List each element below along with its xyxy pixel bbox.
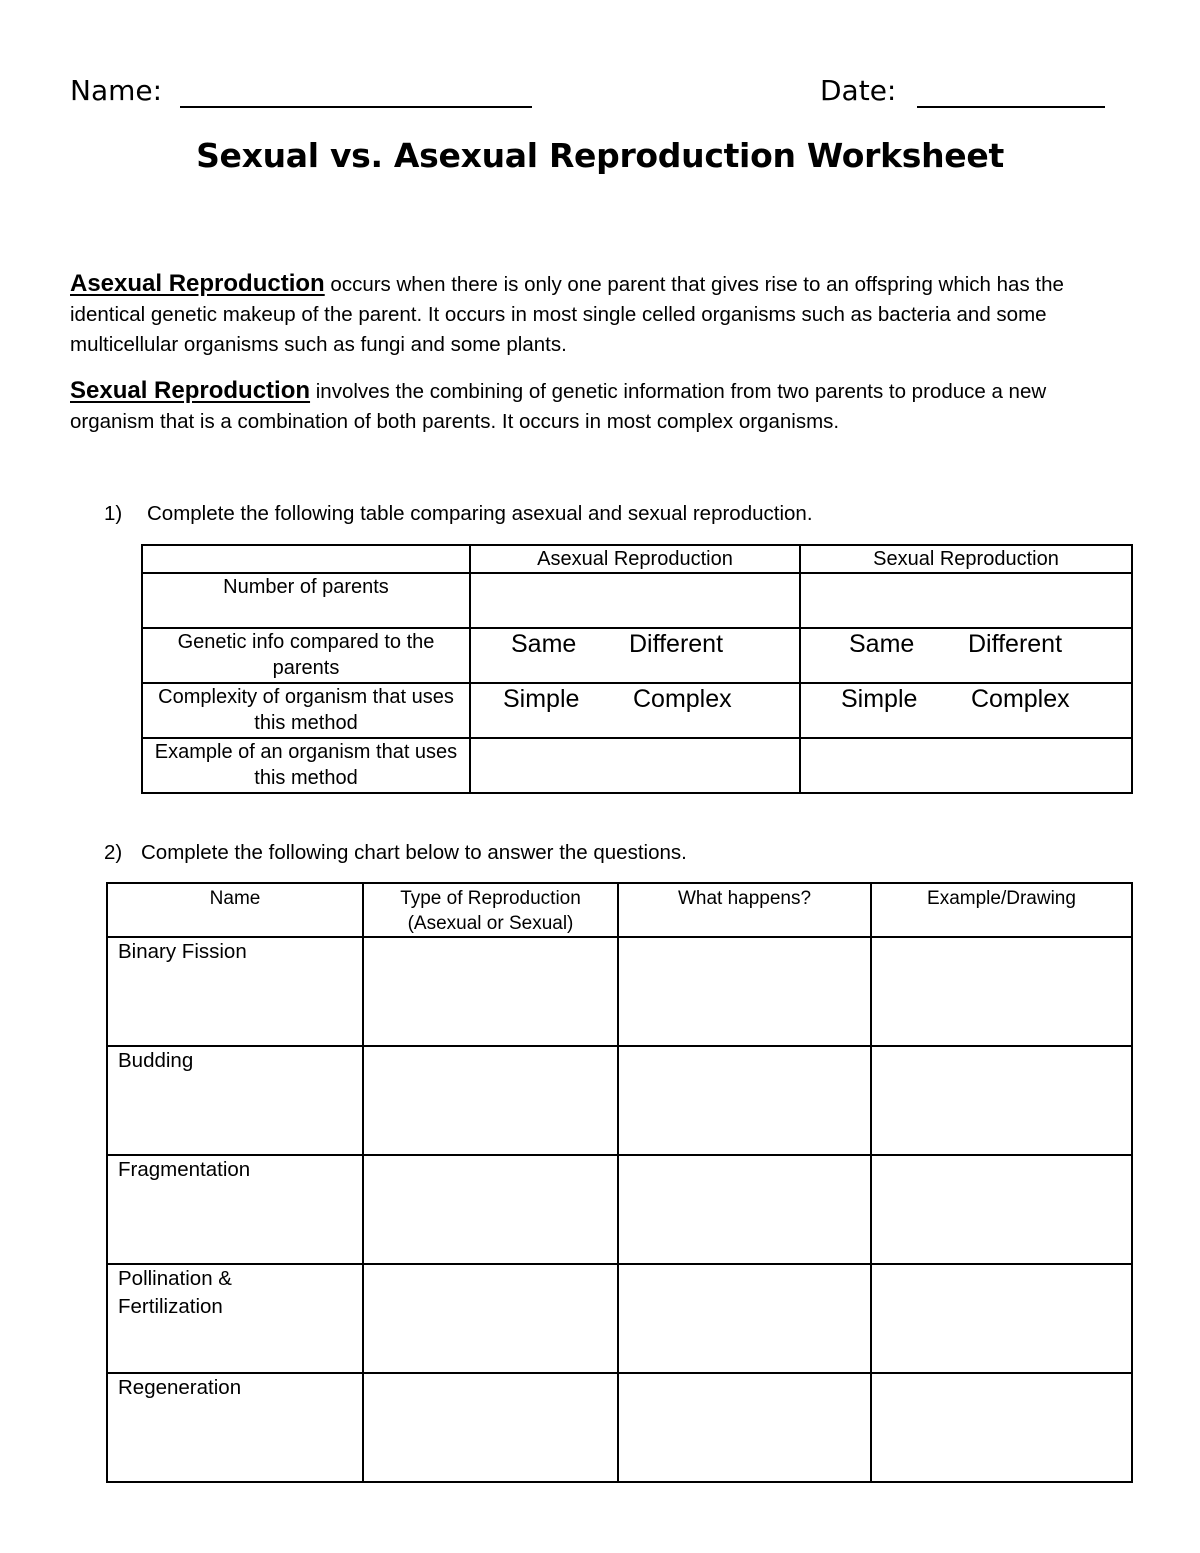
question-2-text: Complete the following chart below to answer the questions.	[141, 841, 687, 864]
table-row	[107, 937, 1132, 1046]
table-corner-cell	[142, 545, 470, 573]
answer-cell[interactable]	[618, 937, 871, 1046]
row-name: Budding	[107, 1046, 363, 1155]
row-label: Genetic info compared to the parents	[142, 628, 470, 683]
table-row	[142, 628, 1132, 683]
page-title: Sexual vs. Asexual Reproduction Worksheet	[196, 136, 1004, 175]
column-sexual: Sexual Reproduction	[800, 545, 1132, 573]
header-row	[70, 74, 1130, 114]
choice-simple[interactable]: Simple	[841, 685, 918, 713]
answer-cell[interactable]	[618, 1046, 871, 1155]
row-label: Number of parents	[142, 573, 470, 628]
question-2	[104, 841, 687, 865]
column-what-happens: What happens?	[618, 883, 871, 937]
choice-same[interactable]: Same	[849, 630, 915, 658]
table-row	[142, 683, 1132, 738]
question-1	[104, 502, 813, 526]
choice-complex[interactable]: Complex	[633, 685, 732, 713]
name-label: Name:	[70, 74, 163, 107]
sexual-definition-text: involves the combining of genetic information from two parents to produce a new organism that is a combination of both parents. It occurs in most complex organisms.	[70, 380, 1047, 433]
answer-cell[interactable]	[618, 1373, 871, 1482]
answer-cell[interactable]	[363, 1373, 618, 1482]
choice-simple[interactable]: Simple	[503, 685, 580, 713]
asexual-definition-text: occurs when there is only one parent that gives rise to an offspring which has the identical genetic makeup of the parent. It occurs in most single celled organisms such as bacteria and some multicellular organisms such as fungi and some plants.	[70, 273, 1064, 356]
row-name: Fragmentation	[107, 1155, 363, 1264]
question-1-number: 1)	[104, 502, 123, 525]
column-type: Type of Reproduction (Asexual or Sexual)	[363, 883, 618, 937]
sexual-definition	[70, 376, 1135, 437]
answer-cell[interactable]	[363, 1264, 618, 1373]
choice-cell[interactable]	[800, 683, 1132, 738]
column-example: Example/Drawing	[871, 883, 1132, 937]
table-row	[107, 1155, 1132, 1264]
answer-cell[interactable]	[470, 573, 800, 628]
date-label: Date:	[820, 74, 897, 107]
table-row	[142, 573, 1132, 628]
row-name: Pollination & Fertilization	[107, 1264, 363, 1373]
answer-cell[interactable]	[363, 937, 618, 1046]
asexual-definition	[70, 269, 1135, 360]
choice-same[interactable]: Same	[511, 630, 577, 658]
row-name: Regeneration	[107, 1373, 363, 1482]
choice-different[interactable]: Different	[629, 630, 724, 658]
sexual-term: Sexual Reproduction	[70, 377, 311, 404]
choice-cell[interactable]	[800, 628, 1132, 683]
answer-cell[interactable]	[871, 937, 1132, 1046]
name-blank[interactable]	[180, 78, 532, 108]
date-blank[interactable]	[917, 78, 1105, 108]
table-row	[107, 1046, 1132, 1155]
answer-cell[interactable]	[618, 1155, 871, 1264]
choice-complex[interactable]: Complex	[971, 685, 1070, 713]
row-label: Example of an organism that uses this method	[142, 738, 470, 793]
answer-cell[interactable]	[363, 1046, 618, 1155]
answer-cell[interactable]	[800, 738, 1132, 793]
answer-cell[interactable]	[871, 1373, 1132, 1482]
table-row	[107, 1264, 1132, 1373]
question-2-number: 2)	[104, 841, 123, 864]
answer-cell[interactable]	[800, 573, 1132, 628]
answer-cell[interactable]	[871, 1155, 1132, 1264]
chart-header-row	[107, 883, 1132, 937]
row-label: Complexity of organism that uses this method	[142, 683, 470, 738]
answer-cell[interactable]	[871, 1046, 1132, 1155]
table-header-row	[142, 545, 1132, 573]
choice-different[interactable]: Different	[968, 630, 1063, 658]
asexual-term: Asexual Reproduction	[70, 270, 325, 297]
choice-cell[interactable]	[470, 628, 800, 683]
answer-cell[interactable]	[363, 1155, 618, 1264]
comparison-table	[141, 544, 1133, 794]
table-row	[107, 1373, 1132, 1482]
row-name: Binary Fission	[107, 937, 363, 1046]
choice-cell[interactable]	[470, 683, 800, 738]
table-row	[142, 738, 1132, 793]
column-name: Name	[107, 883, 363, 937]
answer-cell[interactable]	[618, 1264, 871, 1373]
question-1-text: Complete the following table comparing asexual and sexual reproduction.	[147, 502, 813, 525]
answer-cell[interactable]	[470, 738, 800, 793]
column-asexual: Asexual Reproduction	[470, 545, 800, 573]
reproduction-chart	[106, 882, 1133, 1483]
answer-cell[interactable]	[871, 1264, 1132, 1373]
